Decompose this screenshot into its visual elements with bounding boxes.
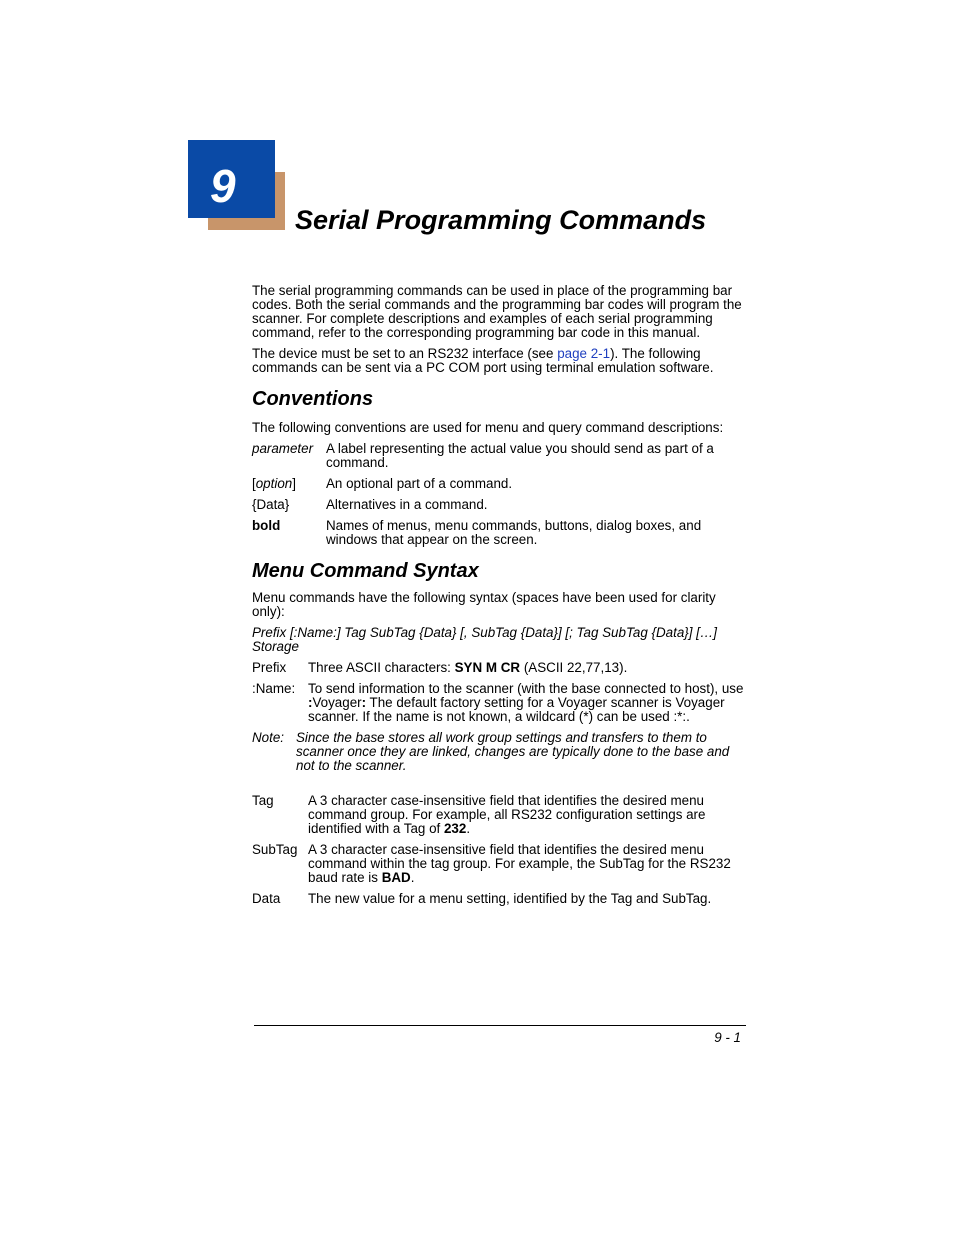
convention-row xyxy=(252,477,746,491)
page-link[interactable]: page 2-1 xyxy=(557,346,611,361)
syntax-term: Prefix xyxy=(252,660,287,675)
convention-desc: An optional part of a command. xyxy=(326,476,513,491)
syntax-desc: A 3 character case-insensitive field that identifies the desired menu command within the tag group. For example, the SubTag for the RS232 baud rate is BAD. xyxy=(308,842,731,885)
chapter-title: Serial Programming Commands xyxy=(295,205,707,235)
menu-syntax-line: Prefix [:Name:] Tag SubTag {Data} [, SubTag {Data}] [; Tag SubTag {Data}] […] Storage xyxy=(252,625,718,654)
syntax-desc: To send information to the scanner (with the base connected to host), use :Voyager: The default factory setting for a Voyager scanner is Voyager scanner. If the name is not known, a wildcard (*) can be used :*:. xyxy=(308,681,744,724)
convention-row xyxy=(252,442,746,470)
convention-row xyxy=(252,519,746,547)
menu-syntax-heading: Menu Command Syntax xyxy=(252,560,479,582)
syntax-row-prefix xyxy=(252,661,746,675)
syntax-term: Tag xyxy=(252,793,274,808)
syntax-row-data xyxy=(252,892,746,906)
syntax-term: SubTag xyxy=(252,842,298,857)
syntax-desc: Three ASCII characters: SYN M CR (ASCII 22,77,13). xyxy=(308,660,628,675)
syntax-term: Data xyxy=(252,891,281,906)
syntax-row-subtag xyxy=(252,843,746,885)
syntax-term: :Name: xyxy=(252,681,296,696)
menu-syntax-intro: Menu commands have the following syntax (spaces have been used for clarity only): xyxy=(252,590,716,619)
syntax-row-name xyxy=(252,682,746,724)
convention-desc: Names of menus, menu commands, buttons, dialog boxes, and windows that appear on the screen. xyxy=(326,518,702,547)
convention-term: bold xyxy=(252,518,281,533)
convention-term: {Data} xyxy=(252,497,290,512)
footer-rule xyxy=(254,1025,746,1026)
syntax-desc: A 3 character case-insensitive field that identifies the desired menu command group. For example, all RS232 configuration settings are identified with a Tag of 232. xyxy=(308,793,706,836)
syntax-desc: The new value for a menu setting, identified by the Tag and SubTag. xyxy=(308,891,712,906)
intro-paragraph-1: The serial programming commands can be used in place of the programming bar codes. Both the serial commands and the programming bar codes will program the scanner. For complete descriptions and examples of each serial programming command, refer to the corresponding programming bar code in this manual. xyxy=(252,283,742,340)
conventions-intro: The following conventions are used for menu and query command descriptions: xyxy=(252,420,724,435)
convention-desc: A label representing the actual value you should send as part of a command. xyxy=(326,441,714,470)
note-block xyxy=(252,731,746,773)
conventions-heading: Conventions xyxy=(252,388,374,410)
intro-paragraph-2: The device must be set to an RS232 interface (see page 2-1). The following commands can be sent via a PC COM port using terminal emulation software. xyxy=(252,346,714,375)
convention-term: parameter xyxy=(252,441,314,456)
page-number: 9 - 1 xyxy=(714,1030,741,1045)
note-text: Since the base stores all work group settings and transfers to them to scanner once they are linked, changes are typically done to the base and not to the scanner. xyxy=(296,730,730,773)
convention-desc: Alternatives in a command. xyxy=(326,497,488,512)
note-label: Note: xyxy=(252,730,285,745)
chapter-number: 9 xyxy=(210,160,236,212)
convention-term: [option] xyxy=(252,476,296,491)
page-content xyxy=(252,284,746,913)
convention-row xyxy=(252,498,746,512)
syntax-row-tag xyxy=(252,794,746,836)
